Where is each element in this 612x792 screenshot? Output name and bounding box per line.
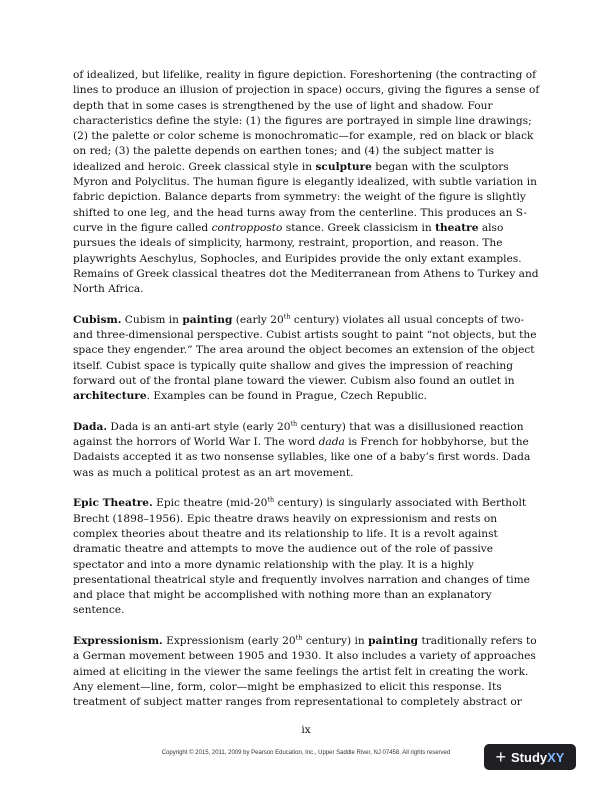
text-run: of idealized, but lifelike, reality in figure depiction. Foreshortening (the contracting of lines to produce an illusion of projection in space) occurs, giving the figures a sense of depth that in some cases is strengthened by the use of light and shadow. Four characteristics define the style: (1) the figures are portrayed in simple line drawings; (2) the palette or color scheme is monochromatic—for example, red on black or black on red; (3) the palette depends on earthen tones; and (4) the subject matter is idealized and heroic. Greek classical style in <box>73 69 540 173</box>
heading-dada: Dada. <box>73 420 108 433</box>
text-run: Dada is an anti-art style (early 20 <box>107 420 291 433</box>
superscript: th <box>267 495 275 504</box>
paragraph-dada <box>73 420 543 481</box>
text-run: traditionally refers to a German movement between 1905 and 1930. It also includes a variety of approaches aimed at eliciting in the viewer the same feelings the artist felt in creating the work. Any element—line, form, color—might be emphasized to elicit this response. Its treatment of subject matter ranges from representational to completely abstract or <box>73 634 537 709</box>
paragraph-greek-classicism <box>73 68 543 297</box>
heading-epic-theatre: Epic Theatre. <box>73 497 153 510</box>
text-run: is French for hobbyhorse, but the Dadaists accepted it as two nonsense syllables, like one of a baby’s first words. Dada was as much a political protest as an art movement. <box>73 436 531 479</box>
heading-cubism: Cubism. <box>73 313 122 326</box>
studyxy-logo <box>484 744 576 770</box>
text-run: Expressionism (early 20 <box>162 634 296 647</box>
superscript: th <box>295 633 303 642</box>
text-run: Cubism in <box>121 313 183 326</box>
superscript: th <box>290 419 298 428</box>
paragraph-expressionism <box>73 634 543 710</box>
term-painting: painting <box>368 634 419 647</box>
text-run: also pursues the ideals of simplicity, harmony, restraint, proportion, and reason. The playwrights Aeschylus, Sophocles, and Euripides provide the only extant examples. Remains of Greek classical theatres dot the Mediterranean from Athens to Turkey and North Africa. <box>73 221 539 296</box>
text-run: century) in <box>302 634 369 647</box>
text-run: (early 20 <box>232 313 284 326</box>
paragraph-epic-theatre <box>73 496 543 618</box>
paragraph-cubism <box>73 313 543 405</box>
logo-xy-text: XY <box>547 749 565 765</box>
text-run: . Examples can be found in Prague, Czech Republic. <box>146 390 428 403</box>
term-sculpture: sculpture <box>315 160 372 173</box>
text-run: century) violates all usual concepts of two- and three-dimensional perspective. Cubist artists sought to paint “not objects, but the space they engender.” The area around the object becomes an extension of the object itself. Cubist space is typically quite shallow and gives the impression of reaching forward out of the frontal plane toward the viewer. Cubism also found an outlet in <box>73 313 537 387</box>
text-run: stance. Greek classicism in <box>282 221 436 234</box>
heading-expressionism: Expressionism. <box>73 634 163 647</box>
text-run: began with the sculptors Myron and Polyclitus. The human figure is elegantly idealized, with subtle variation in fabric depiction. Balance departs from symmetry: the weight of the figure is slightly shifted to one leg, and the head turns away from the centerline. This produces an S-curve in the figure called <box>73 160 537 234</box>
term-architecture: architecture <box>73 390 147 403</box>
term-contropposto: contropposto <box>211 221 283 234</box>
superscript: th <box>283 312 291 321</box>
logo-study-text: Study <box>511 749 548 765</box>
text-run: century) that was a disillusioned reaction against the horrors of World War I. The word <box>73 420 524 449</box>
term-painting: painting <box>182 313 233 326</box>
body-text <box>73 68 543 726</box>
term-theatre: theatre <box>435 221 479 234</box>
text-run: century) is singularly associated with Bertholt Brecht (1898–1956). Epic theatre draws heavily on expressionism and rests on complex theories about theatre and its relationship to life. It is a revolt against dramatic theatre and attempts to move the audience out of the role of passive spectator and into a more dynamic relationship with the play. It is a highly presentational theatrical style and frequently involves narration and changes of time and place that might be accomplished with nothing more than an explanatory sentence. <box>73 497 530 617</box>
term-dada: dada <box>318 436 345 449</box>
plus-icon: + <box>495 747 507 767</box>
page-number: ix <box>301 724 311 736</box>
text-run: Epic theatre (mid-20 <box>152 497 268 510</box>
copyright-notice: Copyright © 2015, 2011, 2009 by Pearson Education, Inc., Upper Saddle River, NJ 07458. All rights reserved <box>161 750 451 756</box>
